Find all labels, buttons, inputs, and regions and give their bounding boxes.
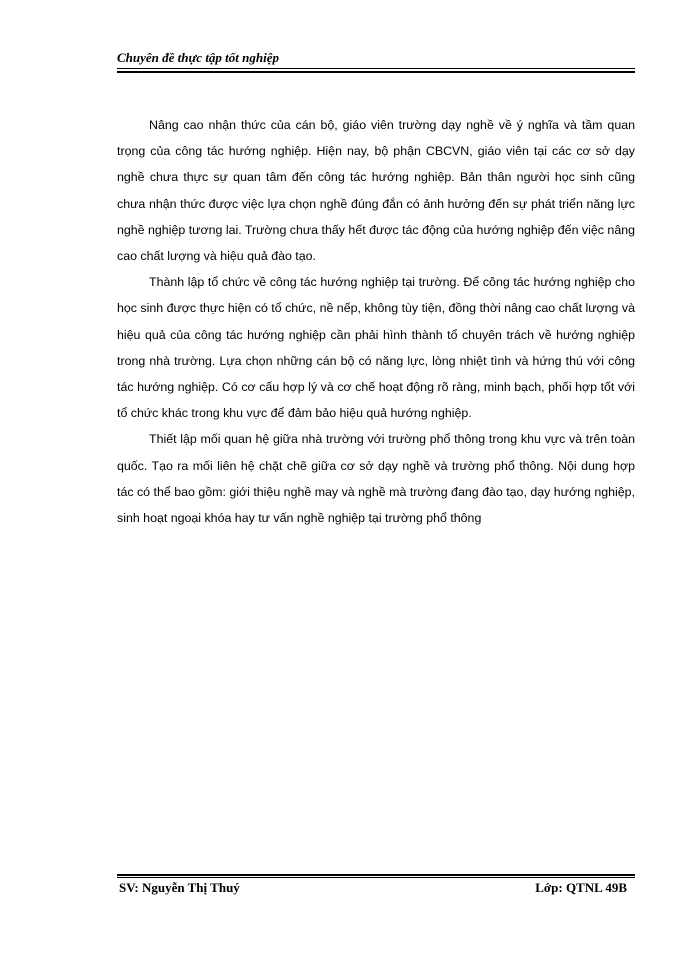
- document-header-title: Chuyên đề thực tập tốt nghiệp: [117, 50, 279, 65]
- footer-divider: [117, 877, 635, 878]
- body-paragraph-2: Thành lập tổ chức về công tác hướng nghiệp tại trường. Để công tác hướng nghiệp cho học sinh được thực hiện có tổ chức, nề nếp, không tùy tiện, đồng thời nâng cao chất lượng và hiệu quả của công tác hướng nghiệp cần phải hình thành tổ chuyên trách về hướng nghiệp trong nhà trường. Lựa chọn những cán bộ có năng lực, lòng nhiệt tình và hứng thú với công tác hướng nghiệp. Có cơ cấu hợp lý và cơ chế hoạt động rõ ràng, minh bạch, phối hợp tốt với tổ chức khác trong khu vực để đảm bảo hiệu quả hướng nghiệp.: [117, 275, 635, 421]
- body-paragraph-3: Thiết lập mối quan hệ giữa nhà trường với trường phổ thông trong khu vực và trên toàn quốc. Tạo ra mối liên hệ chặt chẽ giữa cơ sở dạy nghề và trường phổ thông. Nội dung hợp tác có thể bao gồm: giới thiệu nghề may và nghề mà trường đang đào tạo, dạy hướng nghiệp, sinh hoạt ngoại khóa hay tư vấn nghề nghiệp tại trường phổ thông: [117, 432, 635, 526]
- header-divider-thick: [117, 71, 635, 73]
- footer-divider-thick: [117, 874, 635, 876]
- header-divider: [117, 68, 635, 69]
- body-paragraph-1: Nâng cao nhận thức của cán bộ, giáo viên trường dạy nghề về ý nghĩa và tầm quan trọng của công tác hướng nghiệp. Hiện nay, bộ phận CBCVN, giáo viên tại các cơ sở dạy nghề chưa thực sự quan tâm đến công tác hướng nghiệp. Bản thân người học sinh cũng chưa nhận thức được việc lựa chọn nghề đúng đắn có ảnh hưởng đến sự phát triển năng lực nghề nghiệp tương lai. Trường chưa thấy hết được tác động của hướng nghiệp đến việc nâng cao chất lượng và hiệu quả đào tạo.: [117, 118, 635, 264]
- footer-class-code: Lớp: QTNL 49B: [535, 880, 627, 895]
- footer-student-name: SV: Nguyễn Thị Thuý: [119, 880, 240, 895]
- document-footer: [117, 880, 635, 896]
- document-body: [117, 112, 635, 531]
